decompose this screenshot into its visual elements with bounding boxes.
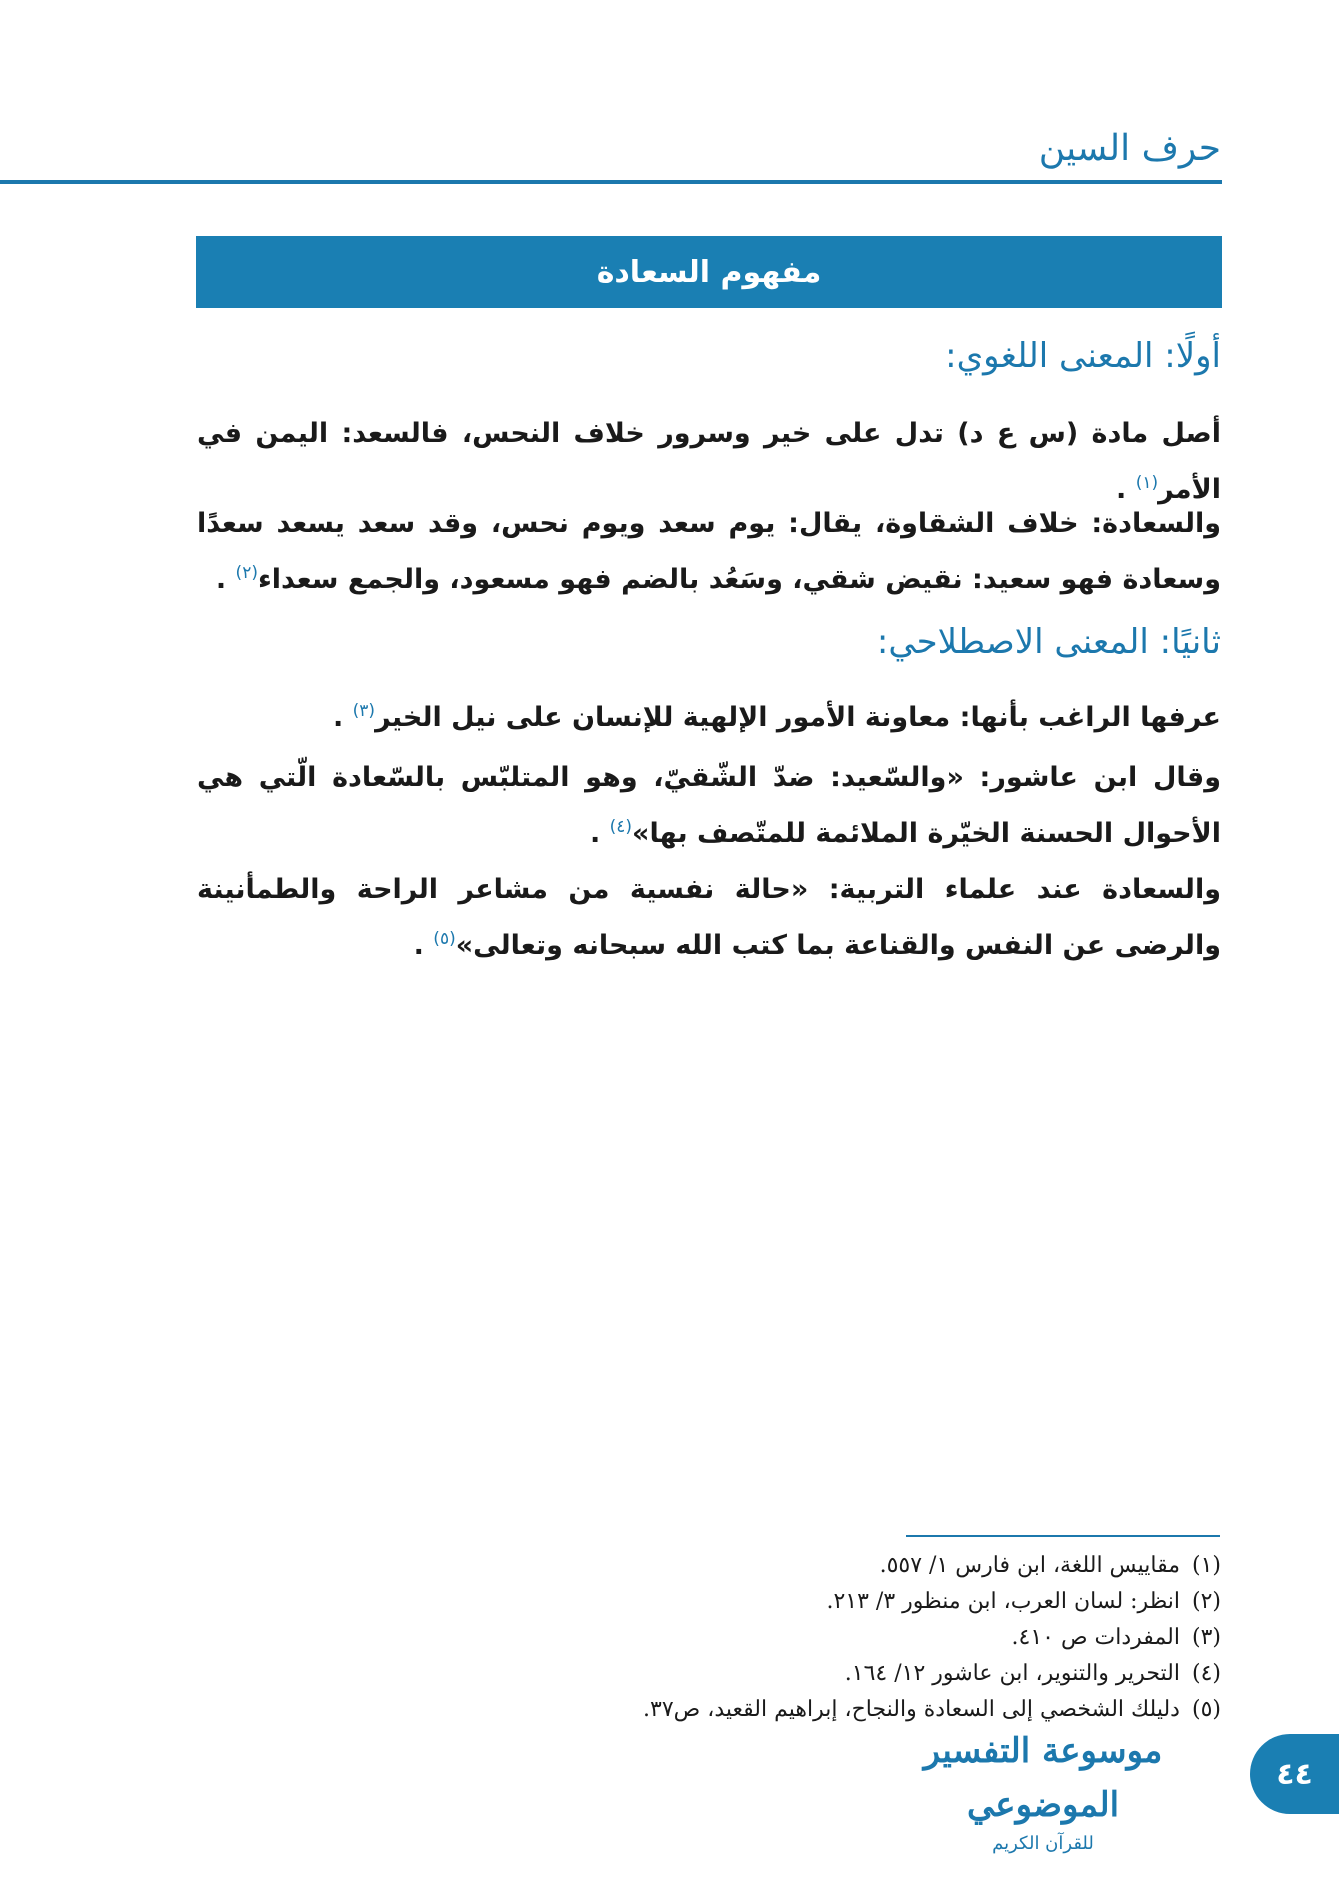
footnote-item: (٤)التحرير والتنوير، ابن عاشور ١٢/ ١٦٤.	[844, 1661, 1221, 1686]
footnote-item: (٢)انظر: لسان العرب، ابن منظور ٣/ ٢١٣.	[826, 1589, 1221, 1614]
footnote-item: (٥)دليلك الشخصي إلى السعادة والنجاح، إبراهيم القعيد، ص٣٧.	[643, 1697, 1221, 1722]
footnotes-list	[197, 1548, 1221, 1728]
technical-paragraph-2: وقال ابن عاشور: «والسّعيد: ضدّ الشّقيّ، وهو المتلبّس بالسّعادة الّتي هي الأحوال الحسنة الخيّرة الملائمة للمتّصف بها»$^{(٤)}$ .	[197, 762, 1221, 849]
section-banner	[196, 236, 1222, 308]
technical-paragraph-1: عرفها الراغب بأنها: معاونة الأمور الإلهية للإنسان على نيل الخير$^{(٣)}$ .	[332, 701, 1221, 733]
footnote-ref-3[interactable]: (٣)	[352, 701, 376, 721]
footnote-item: (١)مقاييس اللغة، ابن فارس ١/ ٥٥٧.	[879, 1553, 1221, 1578]
footnote-divider	[906, 1535, 1220, 1537]
lexical-paragraph-1: أصل مادة (س ع د) تدل على خير وسرور خلاف النحس، فالسعد: اليمن في الأمر$^{(١)}$ .	[197, 418, 1221, 505]
footnote-item: (٣)المفردات ص ٤١٠.	[1011, 1625, 1221, 1650]
page-number-tab	[1250, 1734, 1339, 1814]
chapter-title: حرف السين	[1038, 128, 1221, 169]
footnote-ref-4[interactable]: (٤)	[609, 817, 633, 837]
encyclopedia-logo: موسوعة التفسير الموضوعي للقرآن الكريم	[923, 1731, 1163, 1854]
lexical-heading: أولًا: المعنى اللغوي:	[945, 336, 1221, 376]
technical-paragraph-3: والسعادة عند علماء التربية: «حالة نفسية من مشاعر الراحة والطمأنينة والرضى عن النفس والقناعة بما كتب الله سبحانه وتعالى»$^{(٥)}$ .	[197, 874, 1221, 961]
header-divider	[0, 180, 1222, 184]
page-number: ٤٤	[1276, 1756, 1313, 1792]
footnote-ref-2[interactable]: (٢)	[235, 563, 258, 583]
lexical-paragraph-2: والسعادة: خلاف الشقاوة، يقال: يوم سعد ويوم نحس، وقد سعد يسعد سعدًا وسعادة فهو سعيد: نقيض شقي، وسَعُد بالضم فهو مسعود، والجمع سعداء$^{(٢)}$ .	[197, 508, 1221, 595]
technical-heading: ثانيًا: المعنى الاصطلاحي:	[876, 622, 1221, 662]
footnote-ref-1[interactable]: (١)	[1135, 473, 1159, 493]
section-title: مفهوم السعادة	[596, 254, 822, 290]
footnote-ref-5[interactable]: (٥)	[433, 929, 456, 949]
